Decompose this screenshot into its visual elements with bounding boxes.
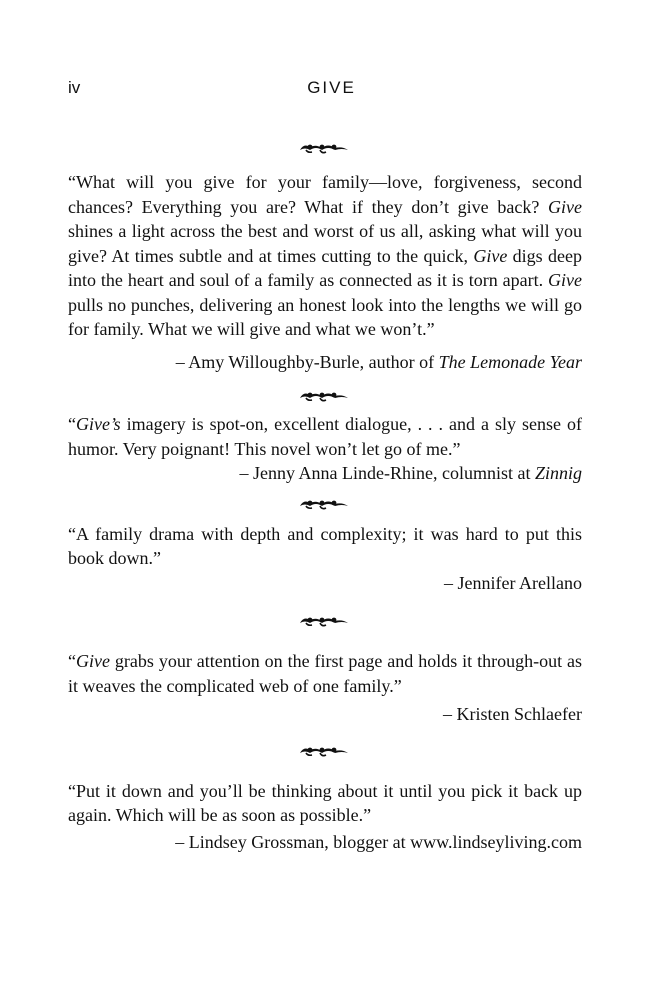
quote-text: “ bbox=[68, 414, 76, 434]
blurb-quote bbox=[68, 170, 582, 342]
quote-text: imagery is spot-on, excellent dialogue, . . . and a sly sense of humor. Very poignant! This novel won’t let go of me.” bbox=[68, 414, 582, 459]
attribution-text: – Jennifer Arellano bbox=[444, 572, 582, 593]
quote-text: “Put it down and you’ll be thinking about it until you pick it back up again. Which will be as soon as possible.” bbox=[68, 780, 582, 825]
blurb-quote bbox=[68, 649, 582, 698]
book-title: Give’s bbox=[76, 414, 121, 434]
book-title: Give bbox=[548, 270, 582, 290]
quote-text: digs deep into the heart and soul of a family as connected as it is torn apart. bbox=[68, 245, 583, 290]
attribution-work: Zinnig bbox=[534, 463, 582, 483]
quote-text: “What will you give for your family—love, forgiveness, second chances? Everything you are? What if they don’t give back? bbox=[68, 172, 582, 217]
blurb-attribution bbox=[68, 571, 582, 596]
blurb-quote bbox=[68, 412, 582, 461]
attribution-text: – Jenny Anna Linde-Rhine, columnist at bbox=[239, 463, 535, 483]
quote-text: pulls no punches, delivering an honest look into the lengths we will go for family. What we will give and what we won’t.” bbox=[68, 294, 582, 339]
attribution-work: The Lemonade Year bbox=[438, 351, 582, 372]
blurb-attribution bbox=[68, 830, 582, 855]
blurb-attribution bbox=[68, 350, 582, 375]
attribution-text: – Lindsey Grossman, blogger at www.lindseyliving.com bbox=[175, 831, 582, 852]
book-title: Give bbox=[76, 651, 110, 671]
book-title: Give bbox=[473, 245, 508, 266]
attribution-text: – Kristen Schlaefer bbox=[443, 704, 582, 724]
fleuron-ornament-icon bbox=[298, 741, 352, 761]
quote-text: grabs your attention on the first page and holds it through-out as it weaves the complicated web of one family.” bbox=[68, 651, 582, 696]
quote-text: “A family drama with depth and complexity; it was hard to put this book down.” bbox=[68, 523, 582, 568]
quote-text: shines a light across the best and worst of us all, asking what will you give? At times subtle and at times cutting to the quick, bbox=[68, 221, 582, 266]
fleuron-ornament-icon bbox=[298, 386, 352, 406]
page-number: iv bbox=[68, 78, 81, 97]
fleuron-ornament-icon bbox=[298, 138, 352, 158]
book-title: Give bbox=[548, 196, 582, 217]
fleuron-ornament-icon bbox=[298, 494, 352, 514]
attribution-text: – Amy Willoughby-Burle, author of bbox=[175, 351, 439, 372]
blurb-quote bbox=[68, 779, 582, 828]
running-head: GIVE bbox=[307, 78, 356, 97]
blurb-quote bbox=[68, 522, 582, 571]
blurb-attribution bbox=[68, 461, 582, 486]
blurb-attribution bbox=[68, 702, 582, 727]
page-header bbox=[0, 78, 663, 100]
fleuron-ornament-icon bbox=[298, 611, 352, 631]
endorsements bbox=[68, 136, 582, 854]
quote-text: “ bbox=[68, 651, 76, 671]
